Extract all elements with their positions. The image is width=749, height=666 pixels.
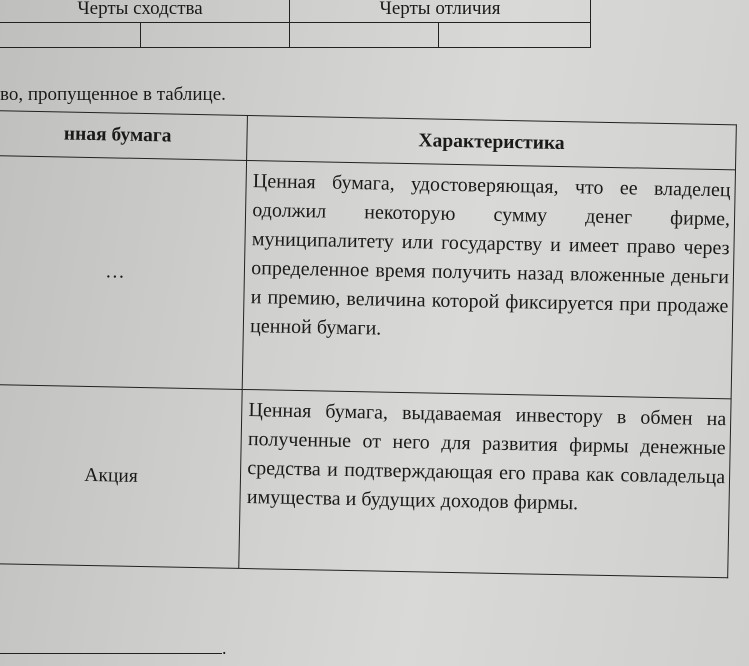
comparison-table <box>0 0 591 48</box>
answer-line[interactable] <box>0 638 227 659</box>
bond-description-cell: Ценная бумага, удостоверяющая, что ее владелец одолжил некоторую сумму денег фирме, муниципалитету или государству и имеет право через определенное время получить назад вложенные деньги и премию, величина которой фиксируется при продаже ценной бумаги. <box>242 160 735 398</box>
differences-header: Черты отличия <box>290 0 591 23</box>
comparison-empty-cell[interactable] <box>140 23 290 48</box>
table-row <box>0 156 735 399</box>
table-row <box>0 384 731 577</box>
share-name-cell: Акция <box>0 384 242 568</box>
comparison-empty-cell[interactable] <box>0 23 140 48</box>
characteristic-header: Характеристика <box>247 115 737 169</box>
answer-blank[interactable] <box>0 649 222 654</box>
comparison-empty-cell[interactable] <box>439 23 591 48</box>
comparison-empty-cell[interactable] <box>290 23 439 48</box>
missing-security-cell[interactable]: … <box>0 156 247 390</box>
task-instruction: во, пропущенное в таблице. <box>0 84 226 105</box>
comparison-empty-row <box>0 23 591 48</box>
securities-table <box>0 110 737 578</box>
security-name-header: нная бумага <box>0 111 248 161</box>
similarities-header: Черты сходства <box>0 0 290 23</box>
answer-end-mark: . <box>222 638 227 658</box>
share-description-cell: Ценная бумага, выдаваемая инвестору в обмен на полученные от него для развития фирмы денежные средства и подтверждающая его права как совладельца имущества и будущих доходов фирмы. <box>239 389 731 577</box>
comparison-header-row <box>0 0 591 23</box>
